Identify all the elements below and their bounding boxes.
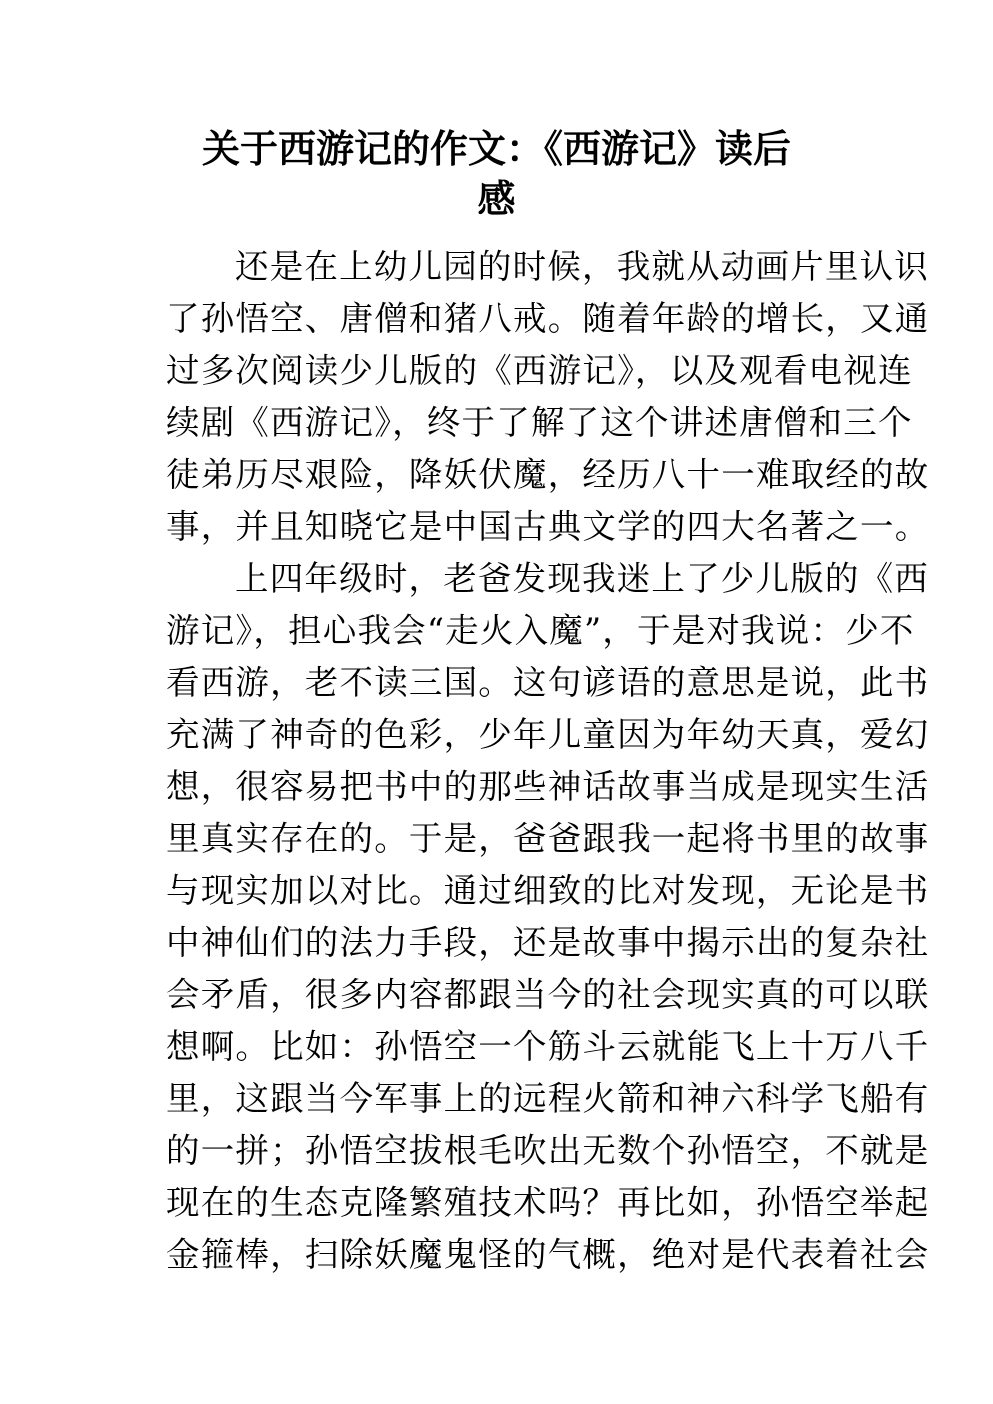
document-body — [166, 241, 930, 1281]
paragraph — [166, 553, 930, 1281]
document-title — [150, 124, 843, 224]
paragraph-line: 中神仙们的法力手段，还是故事中揭示出的复杂社 — [166, 923, 930, 962]
paragraph-line: 还是在上幼儿园的时候，我就从动画片里认识 — [235, 247, 929, 286]
paragraph-line: 会矛盾，很多内容都跟当今的社会现实真的可以联 — [166, 975, 930, 1014]
paragraph-line: 看西游，老不读三国。这句谚语的意思是说，此书 — [166, 663, 930, 702]
title-line: 关于西游记的作文：《西游记》读后 — [201, 127, 791, 171]
paragraph-line: 充满了神奇的色彩，少年儿童因为年幼天真，爱幻 — [166, 715, 930, 754]
paragraph-line: 与现实加以对比。通过细致的比对发现，无论是书 — [166, 871, 930, 910]
paragraph-line: 了孙悟空、唐僧和猪八戒。随着年龄的增长，又通 — [166, 299, 930, 338]
paragraph-line: 里真实存在的。于是，爸爸跟我一起将书里的故事 — [166, 819, 930, 858]
paragraph-line: 想啊。比如：孙悟空一个筋斗云就能飞上十万八千 — [166, 1027, 930, 1066]
paragraph-line: 里，这跟当今军事上的远程火箭和神六科学飞船有 — [166, 1079, 930, 1118]
paragraph-line: 过多次阅读少儿版的《西游记》，以及观看电视连 — [166, 351, 913, 390]
paragraph-line: 的一拼；孙悟空拔根毛吹出无数个孙悟空，不就是 — [166, 1131, 930, 1170]
paragraph-line: 续剧《西游记》，终于了解了这个讲述唐僧和三个 — [166, 403, 913, 442]
paragraph-line: 金箍棒，扫除妖魔鬼怪的气概，绝对是代表着社会 — [166, 1235, 930, 1274]
paragraph-line: 游记》，担心我会“走火入魔”，于是对我说：少不 — [166, 611, 915, 650]
title-line: 感 — [477, 177, 516, 221]
paragraph — [166, 241, 930, 553]
paragraph-line: 现在的生态克隆繁殖技术吗？再比如，孙悟空举起 — [166, 1183, 930, 1222]
paragraph-line: 事，并且知晓它是中国古典文学的四大名著之一。 — [166, 507, 930, 546]
paragraph-line: 上四年级时，老爸发现我迷上了少儿版的《西 — [235, 559, 929, 598]
paragraph-line: 徒弟历尽艰险，降妖伏魔，经历八十一难取经的故 — [166, 455, 930, 494]
paragraph-line: 想，很容易把书中的那些神话故事当成是现实生活 — [166, 767, 930, 806]
